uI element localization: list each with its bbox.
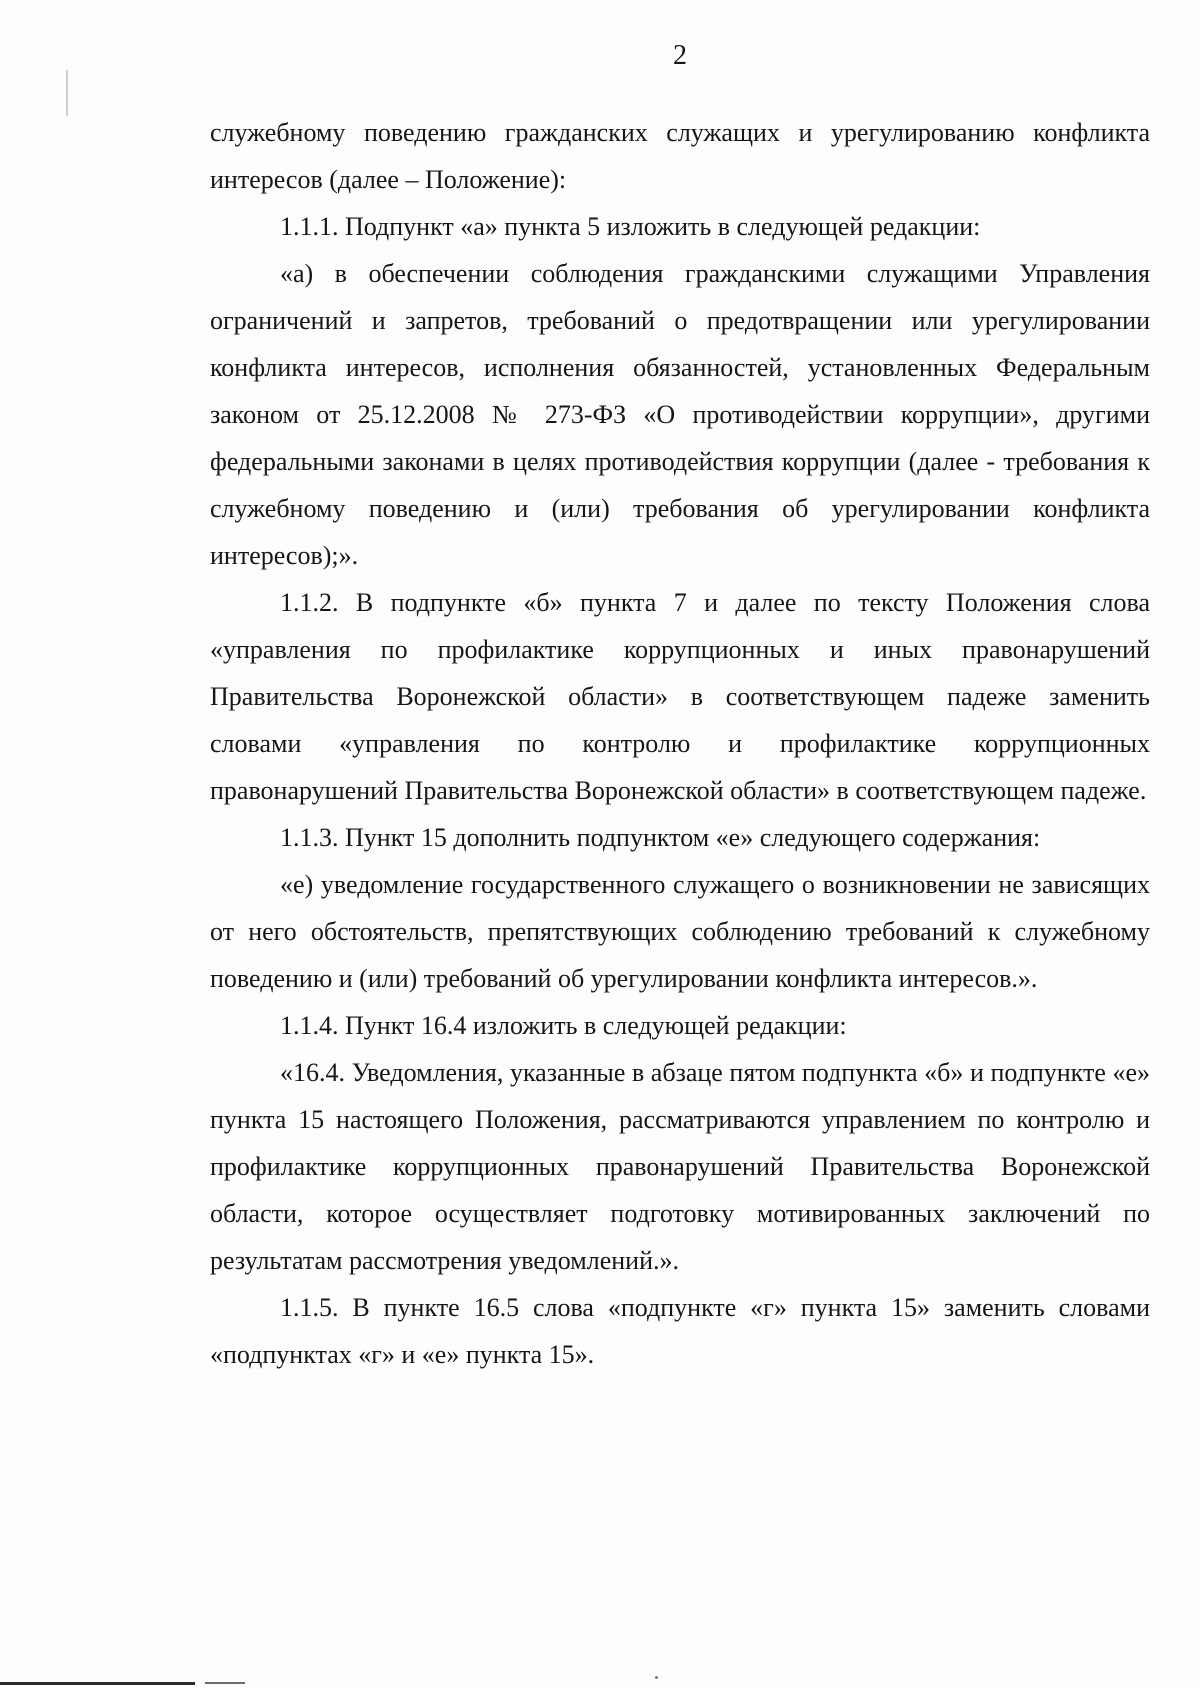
paragraph-subitem-a: «а) в обеспечении соблюдения гражданскими служащими Управления ограничений и запретов, требований о предотвращении или урегулировании конфликта интересов, исполнения обязанностей, установленных Федеральным законом от 25.12.2008 № 273-ФЗ «О противодействии коррупции», другими федеральными законами в целях противодействия коррупции (далее - требования к служебному поведению и (или) требования об урегулировании конфликта интересов);». — [210, 259, 1150, 570]
document-body — [210, 109, 1150, 1378]
paragraph-subitem-e: «е) уведомление государственного служащего о возникновении не зависящих от него обстоятельств, препятствующих соблюдению требований к служебному поведению и (или) требований об урегулировании конфликта интересов.». — [210, 870, 1150, 993]
paragraph-16-4: «16.4. Уведомления, указанные в абзаце пятом подпункта «б» и подпункте «е» пункта 15 настоящего Положения, рассматриваются управлением по контролю и профилактике коррупционных правонарушений Правительства Воронежской области, которое осуществляет подготовку мотивированных заключений по результатам рассмотрения уведомлений.». — [210, 1058, 1150, 1275]
paragraph-1-1-1: 1.1.1. Подпункт «а» пункта 5 изложить в следующей редакции: — [280, 212, 981, 241]
page-number: 2 — [673, 40, 687, 71]
footer-rule-fragment — [205, 1682, 245, 1684]
paragraph-1-1-2: 1.1.2. В подпункте «б» пункта 7 и далее по тексту Положения слова «управления по профилактике коррупционных и иных правонарушений Правительства Воронежской области» в соответствующем падеже заменить словами «управления по контролю и профилактике коррупционных правонарушений Правительства Воронежской области» в соответствующем падеже. — [210, 588, 1150, 805]
paragraph-1-1-4: 1.1.4. Пункт 16.4 изложить в следующей редакции: — [280, 1011, 847, 1040]
paragraph-1-1-3: 1.1.3. Пункт 15 дополнить подпунктом «е» следующего содержания: — [280, 823, 1041, 852]
paragraph-continuation: служебному поведению гражданских служащих и урегулированию конфликта интересов (далее – Положение): — [210, 118, 1150, 194]
paragraph-1-1-5: 1.1.5. В пункте 16.5 слова «подпункте «г» пункта 15» заменить словами «подпунктах «г» и «е» пункта 15». — [210, 1293, 1150, 1369]
scan-artifact-mark — [66, 70, 68, 116]
scan-artifact-dot — [655, 1676, 658, 1679]
footer-rule — [0, 1682, 195, 1685]
